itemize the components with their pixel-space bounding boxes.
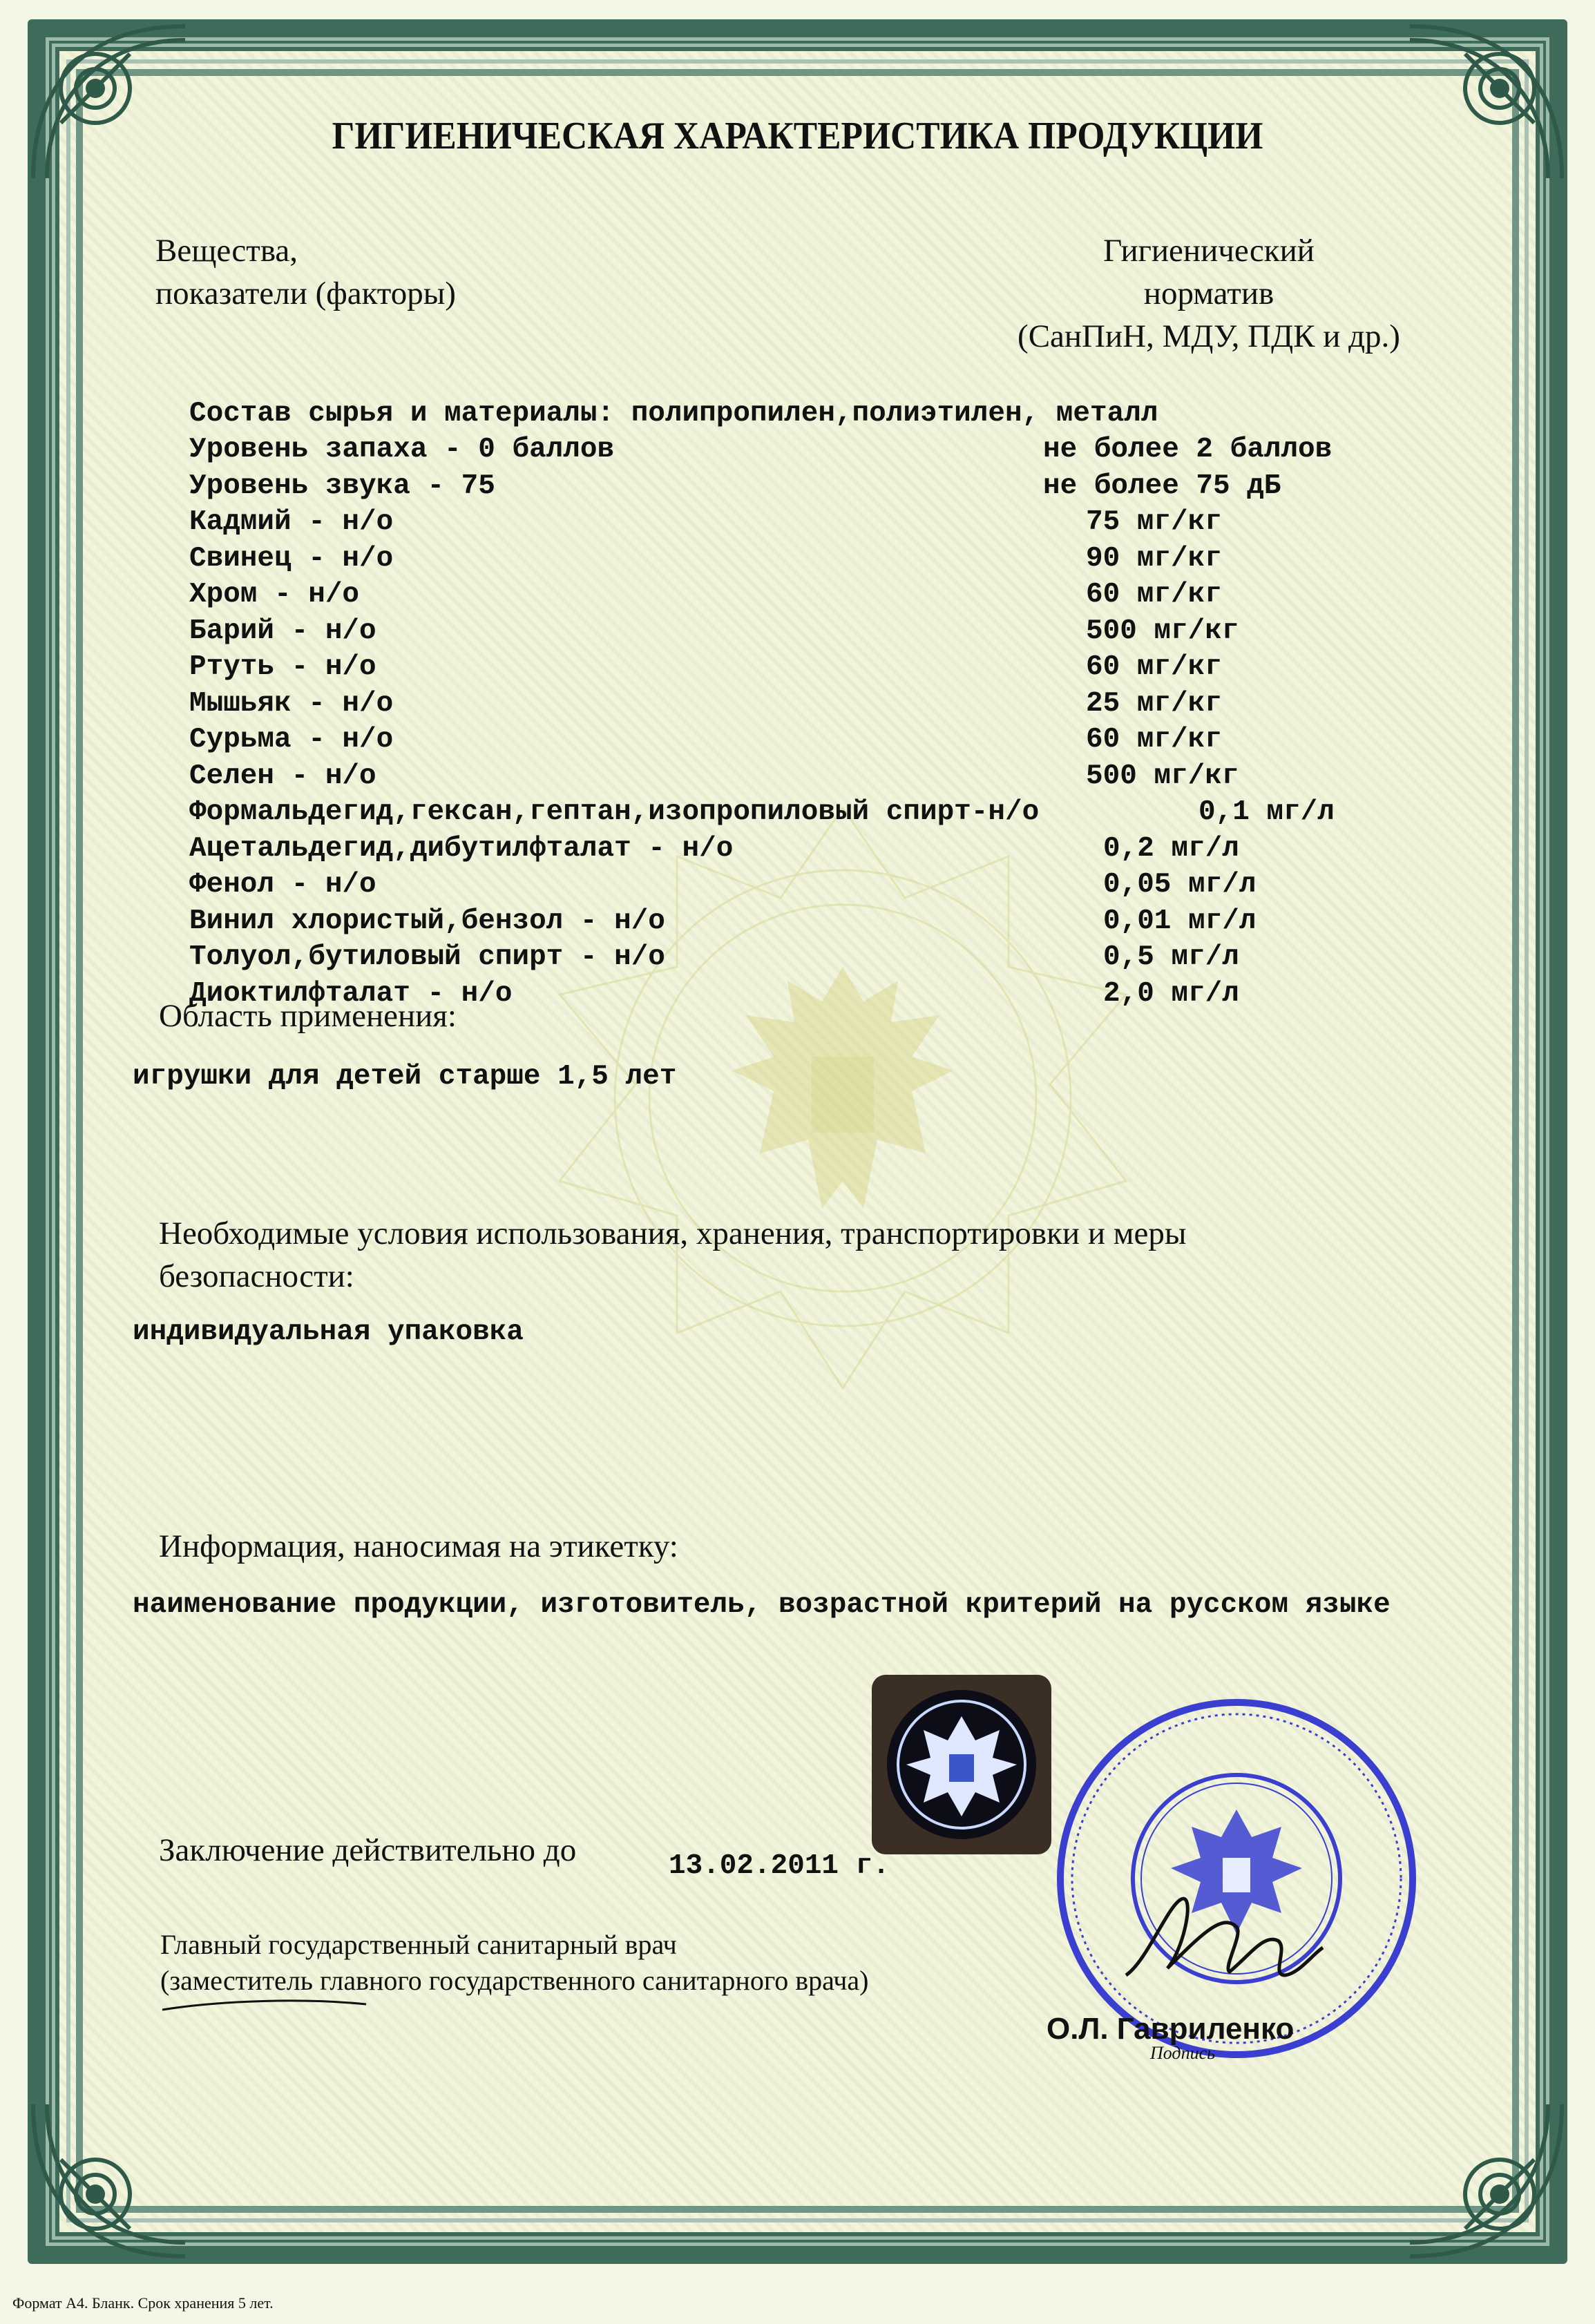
table-row: Ацетальдегид,дибутилфталат - н/о 0,2 мг/л bbox=[189, 832, 1239, 865]
corner-ornament-icon bbox=[19, 2091, 199, 2270]
header-substances: Вещества, показатели (факторы) bbox=[155, 233, 456, 311]
validity-label: Заключение действительно до bbox=[159, 1832, 577, 1868]
indicators-table bbox=[0, 359, 1595, 1010]
table-row: Хром - н/о 60 мг/кг bbox=[189, 579, 1222, 611]
table-row: Диоктилфталат - н/о 2,0 мг/л bbox=[189, 977, 1239, 1010]
composition-row: Состав сырья и материалы: полипропилен,полиэтилен, металл bbox=[189, 397, 1158, 430]
underline-stroke bbox=[159, 1995, 373, 2015]
table-row: Селен - н/о 500 мг/кг bbox=[189, 760, 1239, 792]
table-row: Уровень запаха - 0 баллов не более 2 баллов bbox=[189, 434, 1333, 465]
table-row: Толуол,бутиловый спирт - н/о 0,5 мг/л bbox=[189, 941, 1239, 973]
table-row: Формальдегид,гексан,гептан,изопропиловый спирт-н/о 0,1 мг/л bbox=[189, 796, 1335, 828]
signatory-title: Главный государственный санитарный врач (заместитель главного государственного санитарного врача) bbox=[160, 1929, 869, 1996]
conditions-value: индивидуальная упаковка bbox=[133, 1316, 524, 1348]
scope-value: игрушки для детей старше 1,5 лет bbox=[133, 1061, 677, 1093]
footer-note: Формат А4. Бланк. Срок хранения 5 лет. bbox=[12, 2294, 274, 2312]
table-row: Кадмий - н/о 75 мг/кг bbox=[189, 506, 1222, 538]
corner-ornament-icon bbox=[19, 12, 199, 192]
table-row: Ртуть - н/о 60 мг/кг bbox=[189, 651, 1222, 683]
signature-caption: Подпись bbox=[1150, 2043, 1215, 2063]
label-info-label: Информация, наносимая на этикетку: bbox=[159, 1528, 678, 1564]
validity-date: 13.02.2011 г. bbox=[669, 1850, 890, 1882]
table-row: Сурьма - н/о 60 мг/кг bbox=[189, 724, 1222, 756]
header-norm: Гигиенический норматив (СанПиН, МДУ, ПДК и др.) bbox=[1018, 233, 1400, 354]
table-row: Уровень звука - 75 не более 75 дБ bbox=[189, 470, 1281, 502]
table-row: Барий - н/о 500 мг/кг bbox=[189, 615, 1239, 647]
table-row: Свинец - н/о 90 мг/кг bbox=[189, 542, 1222, 575]
table-row: Винил хлористый,бензол - н/о 0,01 мг/л bbox=[189, 905, 1257, 937]
corner-ornament-icon bbox=[1396, 2091, 1576, 2270]
table-row: Фенол - н/о 0,05 мг/л bbox=[189, 869, 1257, 901]
signatory-name: О.Л. Гавриленко bbox=[1047, 2012, 1295, 2046]
document-title: ГИГИЕНИЧЕСКАЯ ХАРАКТЕРИСТИКА ПРОДУКЦИИ bbox=[332, 115, 1263, 157]
table-row: Мышьяк - н/о 25 мг/кг bbox=[189, 687, 1222, 720]
scope-label: Область применения: bbox=[159, 998, 457, 1034]
conditions-label: Необходимые условия использования, хранения, транспортировки и меры безопасности: bbox=[159, 1216, 1187, 1294]
corner-ornament-icon bbox=[1396, 12, 1576, 192]
label-info-value: наименование продукции, изготовитель, возрастной критерий на русском языке bbox=[133, 1589, 1391, 1621]
hologram-icon bbox=[872, 1675, 1051, 1854]
signature-icon bbox=[1119, 1885, 1326, 1996]
